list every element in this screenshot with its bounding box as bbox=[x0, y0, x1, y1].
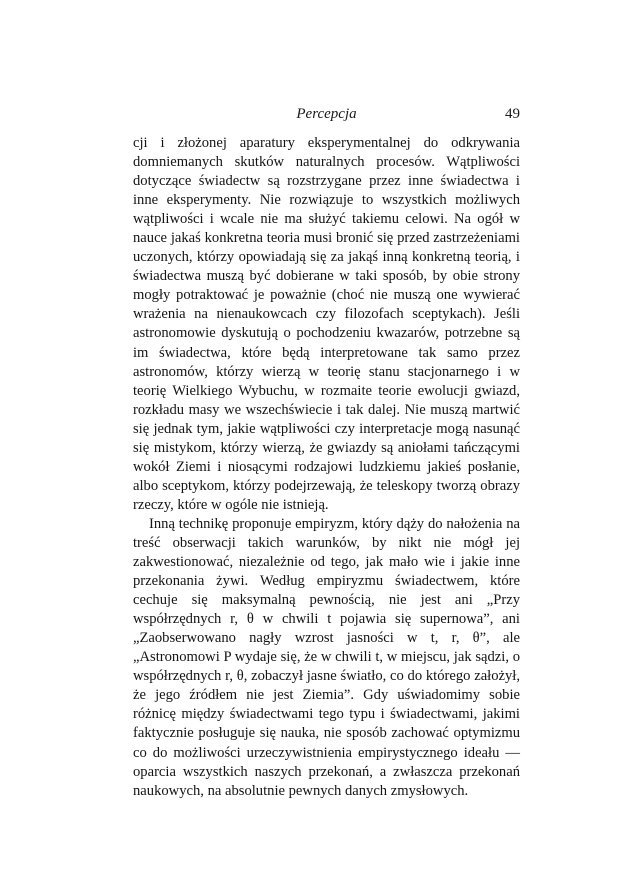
paragraph-empiricism: Inną technikę proponuje empiryzm, który dąży do nałożenia na treść obserwacji takich warunków, by nikt nie mógł jej zakwestionować, niezależnie od tego, jak mało wie i jakie inne przekonania żywi. Według empiryzmu świadectwem, które cechuje się maksymalną pewnością, nie jest ani „Przy współrzędnych r, θ w chwili t pojawia się supernowa”, ani „Zaobserwowano nagły wzrost jasności w t, r, θ”, ale „Astronomowi P wydaje się, że w chwili t, w miejscu, jak sądzi, o współrzędnych r, θ, zobaczył jasne światło, co do którego założył, że jego źródłem nie jest Ziemia”. Gdy uświadomimy sobie różnicę między świadectwami tego typu i świadectwami, jakimi faktycznie posługuje się nauka, nie sposób zachować optymizmu co do możliwości urzeczywistnienia empirystycznego ideału — oparcia wszystkich naszych przekonań, a zwłaszcza przekonań naukowych, na absolutnie pewnych danych zmysłowych. bbox=[133, 515, 520, 799]
chapter-title: Percepcja bbox=[296, 106, 357, 122]
page-number: 49 bbox=[505, 106, 520, 122]
body-text bbox=[133, 134, 520, 801]
running-header bbox=[133, 106, 520, 126]
paragraph-continuation: cji i złożonej aparatury eksperymentalnej do odkrywania domniemanych skutków naturalnych procesów. Wątpliwości dotyczące świadectw są rozstrzygane przez inne świadectwa i inne eksperymenty. Nie rozwiązuje to wszystkich możliwych wątpliwości i wcale nie ma służyć takiemu celowi. Na ogół w nauce jakaś konkretna teoria musi bronić się przed zastrzeżeniami uczonych, którzy opowiadają się za jakąś inną konkretną teorią, i świadectwa muszą być dobierane w taki sposób, by obie strony mogły potraktować je poważnie (choć nie muszą one wywierać wrażenia na nienaukowcach czy filozofach sceptykach). Jeśli astronomowie dyskutują o pochodzeniu kwazarów, potrzebne są im świadectwa, które będą interpretowane tak samo przez astronomów, którzy wierzą w teorię stanu stacjonarnego i w teorię Wielkiego Wybuchu, w rozmaite teorie ewolucji gwiazd, rozkładu masy we wszechświecie i tak dalej. Nie muszą martwić się jednak tym, jakie wątpliwości czy interpretacje mogą nasunąć się mistykom, którzy wierzą, że gwiazdy są aniołami tańczącymi wokół Ziemi i niosącymi rodzajowi ludzkiemu jakieś posłanie, albo sceptykom, którzy podejrzewają, że teleskopy tworzą obrazy rzeczy, które w ogóle nie istnieją. bbox=[133, 135, 520, 513]
